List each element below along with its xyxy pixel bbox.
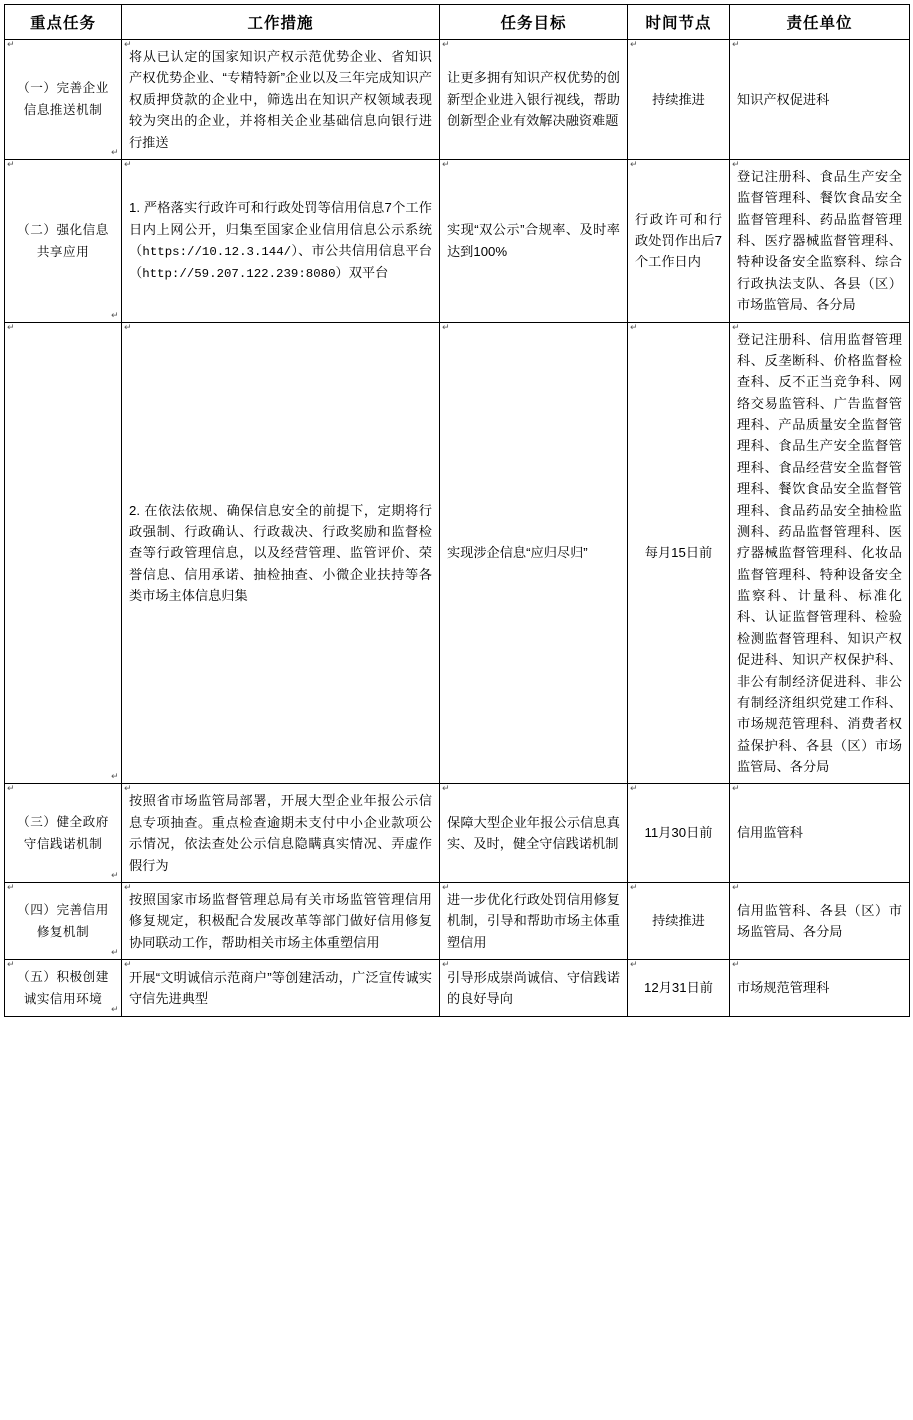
cell-time-node	[628, 159, 730, 322]
cell-work-measure	[122, 960, 440, 1017]
cell-work-measure	[122, 882, 440, 959]
edit-mark-icon: ↵	[630, 784, 638, 795]
key-tasks-table	[4, 4, 910, 1017]
cell-work-measure	[122, 40, 440, 160]
cell-task-goal	[440, 159, 628, 322]
column-header-responsible-unit: 责任单位	[730, 5, 910, 40]
cell-task-goal	[440, 322, 628, 784]
column-header-task-goal: 任务目标	[440, 5, 628, 40]
cell-text: 让更多拥有知识产权优势的创新型企业进入银行视线，帮助创新型企业有效解决融资难题	[447, 70, 620, 129]
cell-text: 实现“双公示”合规率、及时率达到100%	[447, 222, 620, 259]
edit-mark-icon: ↵	[124, 882, 132, 893]
edit-mark-icon: ↵	[124, 960, 132, 970]
cell-text: （五）积极创建诚实信用环境	[17, 970, 109, 1007]
cell-text: 12月31日前	[644, 980, 713, 996]
edit-mark-icon: ↵	[732, 322, 740, 333]
cell-text: （一）完善企业信息推送机制	[17, 81, 109, 118]
cell-responsible-unit	[730, 960, 910, 1017]
cell-text: 实现涉企信息“应归尽归”	[447, 545, 588, 561]
cell-responsible-unit	[730, 882, 910, 959]
cell-task-goal	[440, 960, 628, 1017]
cell-text: 市场规范管理科	[737, 980, 830, 996]
edit-mark-icon: ↵	[124, 784, 132, 795]
edit-mark-icon: ↵	[7, 40, 16, 50]
cell-work-measure	[122, 159, 440, 322]
edit-mark-icon: ↵	[110, 310, 119, 321]
cell-text: 行政许可和行政处罚作出后7个工作日内	[635, 211, 722, 270]
cell-key-task	[5, 40, 122, 160]
edit-mark-icon: ↵	[7, 882, 16, 893]
cell-time-node	[628, 40, 730, 160]
cell-text: 信用监管科	[737, 825, 803, 841]
cell-text: 登记注册科、食品生产安全监督管理科、餐饮食品安全监督管理科、药品监督管理科、医疗器械监督管理科、特种设备安全监察科、综合行政执法支队、各县（区）市场监管局、各分局	[737, 168, 902, 313]
edit-mark-icon: ↵	[630, 322, 638, 333]
cell-work-measure	[122, 322, 440, 784]
edit-mark-icon: ↵	[442, 882, 450, 893]
cell-text: 开展“文明诚信示范商户”等创建活动，广泛宣传诚实守信先进典型	[129, 969, 432, 1007]
cell-text-middle: ）、市公共信用信息平台（	[129, 242, 432, 281]
cell-text: （四）完善信用修复机制	[17, 902, 109, 939]
table-row	[5, 40, 910, 160]
cell-task-goal	[440, 40, 628, 160]
cell-key-task	[5, 882, 122, 959]
edit-mark-icon: ↵	[124, 159, 132, 170]
cell-text: 按照省市场监管局部署，开展大型企业年报公示信息专项抽查。重点检查逾期未支付中小企业款项公示情况，依法查处公示信息隐瞒真实情况、弄虚作假行为	[129, 793, 432, 873]
cell-text-suffix: ）双平台	[335, 265, 389, 281]
edit-mark-icon: ↵	[630, 159, 638, 170]
cell-text: 持续推进	[652, 91, 705, 107]
table-row	[5, 784, 910, 883]
edit-mark-icon: ↵	[732, 159, 740, 170]
cell-text: 保障大型企业年报公示信息真实、及时，健全守信践诺机制	[447, 814, 620, 852]
edit-mark-icon: ↵	[110, 870, 119, 881]
cell-text: 11月30日前	[644, 825, 713, 841]
link-city-credit-platform: http://59.207.122.239:8080	[142, 267, 336, 282]
cell-text: 知识产权促进科	[737, 91, 830, 107]
edit-mark-icon: ↵	[110, 772, 119, 783]
edit-mark-icon: ↵	[630, 40, 638, 50]
edit-mark-icon: ↵	[124, 40, 132, 50]
cell-responsible-unit	[730, 159, 910, 322]
table-row	[5, 960, 910, 1017]
table-row	[5, 882, 910, 959]
cell-time-node	[628, 882, 730, 959]
edit-mark-icon: ↵	[7, 784, 16, 795]
table-header	[5, 5, 910, 40]
edit-mark-icon: ↵	[732, 40, 740, 50]
cell-responsible-unit	[730, 784, 910, 883]
cell-time-node	[628, 322, 730, 784]
edit-mark-icon: ↵	[732, 882, 740, 893]
cell-key-task	[5, 159, 122, 322]
table-row	[5, 159, 910, 322]
edit-mark-icon: ↵	[442, 40, 450, 50]
table-header-row	[5, 5, 910, 40]
edit-mark-icon: ↵	[442, 784, 450, 795]
edit-mark-icon: ↵	[110, 147, 119, 158]
cell-text: 登记注册科、信用监督管理科、反垄断科、价格监督检查科、反不正当竞争科、网络交易监管科、广告监督管理科、产品质量安全监督管理科、食品生产安全监督管理科、食品经营安全监督管理科、餐饮食品安全监督管理科、食品药品安全抽检监测科、药品监督管理科、医疗器械监督管理科、化妆品监督管理科、特种设备安全监察科、计量科、标准化科、认证监督管理科、检验检测监督管理科、知识产权促进科、知识产权保护科、非公有制经济促进科、非公有制经济组织党建工作科、市场规范管理科、消费者权益保护科、各县（区）市场监管局、各分局	[737, 331, 902, 774]
link-national-credit-system: https://10.12.3.144/	[142, 244, 292, 259]
edit-mark-icon: ↵	[110, 1005, 119, 1016]
cell-text: （三）健全政府守信践诺机制	[17, 815, 109, 852]
edit-mark-icon: ↵	[7, 322, 16, 333]
edit-mark-icon: ↵	[110, 948, 119, 958]
cell-text: 持续推进	[652, 913, 705, 929]
cell-text: 将从已认定的国家知识产权示范优势企业、省知识产权优势企业、“专精特新”企业以及三年完成知识产权质押贷款的企业中，筛选出在知识产权领域表现较为突出的企业，并将相关企业基础信息向银行进行推送	[129, 49, 432, 150]
cell-responsible-unit	[730, 322, 910, 784]
table-body	[5, 40, 910, 1017]
cell-key-task	[5, 960, 122, 1017]
cell-text: 信用监管科、各县（区）市场监管局、各分局	[737, 902, 902, 939]
edit-mark-icon: ↵	[7, 159, 16, 170]
cell-task-goal	[440, 784, 628, 883]
edit-mark-icon: ↵	[442, 322, 450, 333]
cell-text: 引导形成崇尚诚信、守信践诺的良好导向	[447, 969, 620, 1007]
edit-mark-icon: ↵	[442, 960, 450, 970]
cell-text-prefix: 1. 严格落实行政许可和行政处罚等信用信息7个工作日内上网公开，归集至国家企业信用信息公示系统（	[129, 200, 432, 258]
edit-mark-icon: ↵	[442, 159, 450, 170]
edit-mark-icon: ↵	[7, 960, 16, 970]
edit-mark-icon: ↵	[630, 882, 638, 893]
cell-key-task	[5, 322, 122, 784]
cell-work-measure	[122, 784, 440, 883]
cell-responsible-unit	[730, 40, 910, 160]
cell-task-goal	[440, 882, 628, 959]
edit-mark-icon: ↵	[732, 784, 740, 795]
cell-key-task	[5, 784, 122, 883]
edit-mark-icon: ↵	[630, 960, 638, 970]
cell-text: 按照国家市场监督管理总局有关市场监管管理信用修复规定，积极配合发展改革等部门做好信用修复协同联动工作，帮助相关市场主体重塑信用	[129, 891, 432, 950]
cell-time-node	[628, 960, 730, 1017]
cell-text: 2. 在依法依规、确保信息安全的前提下，定期将行政强制、行政确认、行政裁决、行政奖励和监督检查等行政管理信息，以及经营管理、监管评价、荣誉信息、信用承诺、抽检抽查、小微企业扶持等各类市场主体信息归集	[129, 502, 432, 603]
cell-text: 进一步优化行政处罚信用修复机制，引导和帮助市场主体重塑信用	[447, 891, 620, 950]
column-header-time-node: 时间节点	[628, 5, 730, 40]
edit-mark-icon: ↵	[124, 322, 132, 333]
column-header-work-measures: 工作措施	[122, 5, 440, 40]
cell-time-node	[628, 784, 730, 883]
cell-text: （二）强化信息共享应用	[17, 222, 109, 259]
table-row	[5, 322, 910, 784]
column-header-key-task: 重点任务	[5, 5, 122, 40]
edit-mark-icon: ↵	[732, 960, 740, 970]
cell-text: 每月15日前	[644, 545, 713, 561]
